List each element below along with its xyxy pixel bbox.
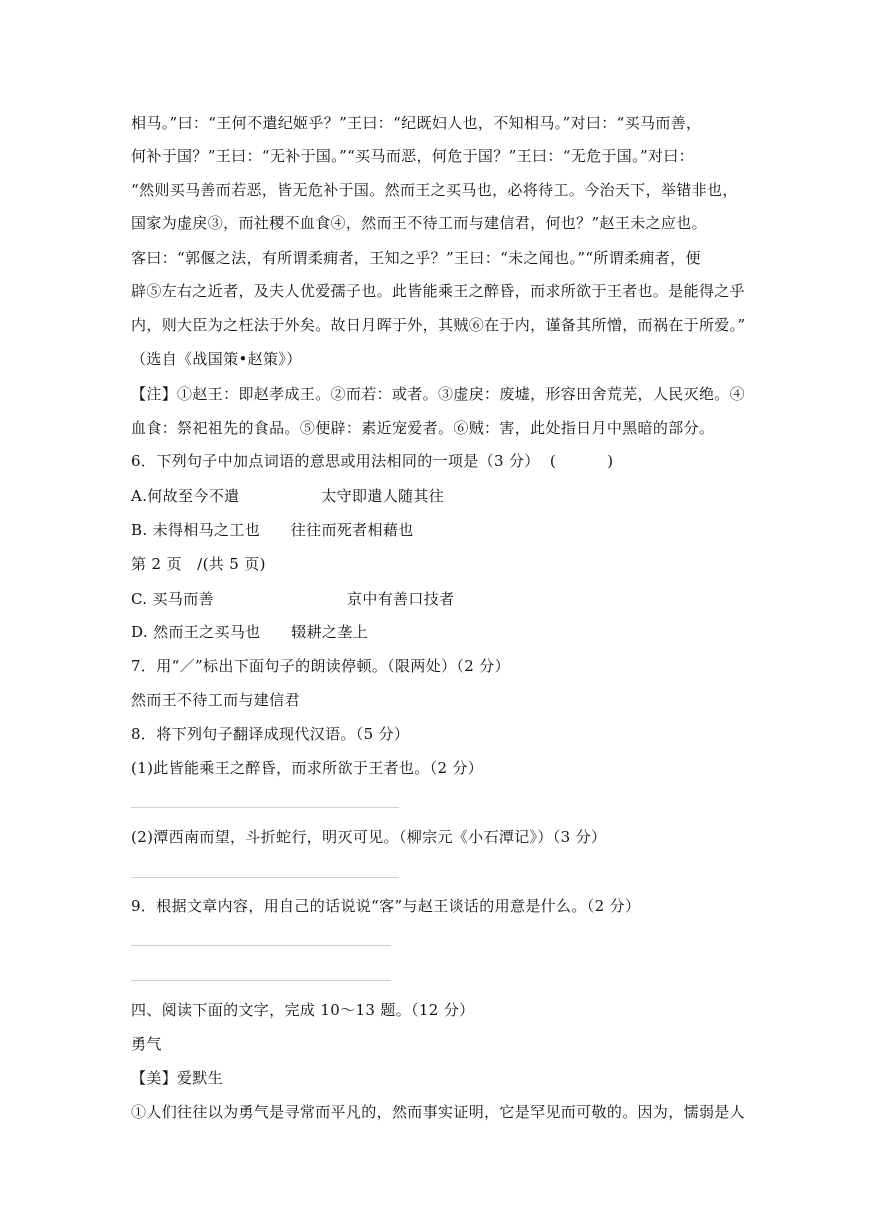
notes-line-2: 血食：祭祀祖先的食品。⑤便辟：素近宠爱者。⑥贼：害，此处指日月中黑暗的部分。 [131, 419, 715, 437]
answer-line-9-1[interactable] [131, 945, 391, 946]
passage-line-2: 何补于国？”王曰：“无补于国。”“买马而恶，何危于国？”王曰：“无危于国。”对曰： [131, 147, 695, 165]
passage-line-6: 辟⑤左右之近者，及夫人优爱孺子也。此皆能乘王之醉昏，而求所欲于王者也。是能得之乎 [131, 282, 746, 300]
question-8-sentence-2: (2)潭西南而望，斗折蛇行，明灭可见。（柳宗元《小石潭记》）（3 分） [131, 828, 607, 846]
question-6-option-d[interactable]: D. 然而王之买马也 辍耕之垄上 [131, 623, 368, 641]
question-6-option-a[interactable]: A.何故至今不遣 太守即遣人随其往 [131, 487, 445, 505]
section-4-heading: 四、阅读下面的文字，完成 10～13 题。（12 分） [131, 1001, 475, 1019]
page-number: 第 2 页 /(共 5 页) [131, 555, 266, 573]
answer-line-8-1[interactable] [131, 807, 399, 808]
passage-line-3: “然则买马善而若恶，皆无危补于国。然而王之买马也，必将待工。今治天下，举错非也， [131, 181, 738, 199]
answer-line-8-2[interactable] [131, 877, 399, 878]
question-6-option-b[interactable]: B. 未得相马之工也 往往而死者相藉也 [131, 521, 414, 539]
passage-line-4: 国家为虚戾③，而社稷不血食④，然而王不待工而与建信君，何也？”赵王未之应也。 [131, 214, 707, 232]
passage-source: （选自《战国策•赵策》） [131, 350, 302, 368]
passage-line-7: 内，则大臣为之枉法于外矣。故日月晖于外，其贼⑥在于内，谨备其所憎，而祸在于所爱。” [131, 316, 746, 334]
question-9-stem: 9．根据文章内容，用自己的话说说“客”与赵王谈话的用意是什么。（2 分） [131, 897, 641, 915]
essay-paragraph-1: ①人们往往以为勇气是寻常而平凡的，然而事实证明，它是罕见而可敬的。因为，懦弱是人 [131, 1103, 746, 1121]
question-6-stem: 6．下列句子中加点词语的意思或用法相同的一项是（3 分） ( ) [131, 452, 614, 470]
question-8-stem: 8．将下列句子翻译成现代汉语。（5 分） [131, 725, 410, 743]
question-6-option-c[interactable]: C. 买马而善 京中有善口技者 [131, 590, 455, 608]
passage-line-5: 客曰：“郭偃之法，有所谓柔痈者，王知之乎？”王曰：“未之闻也。”“所谓柔痈者，便 [131, 249, 701, 267]
essay-author: 【美】爱默生 [131, 1069, 224, 1087]
passage-line-1: 相马。”曰：“王何不遣纪姬乎？”王曰：“纪既妇人也，不知相马。”对曰：“买马而善， [131, 114, 702, 132]
question-7-sentence: 然而王不待工而与建信君 [131, 691, 300, 709]
question-7-stem: 7．用“／”标出下面句子的朗读停顿。（限两处）（2 分） [131, 657, 510, 675]
essay-title: 勇气 [131, 1035, 162, 1053]
question-8-sentence-1: (1)此皆能乘王之醉昏，而求所欲于王者也。（2 分） [131, 759, 484, 777]
answer-line-9-2[interactable] [131, 980, 391, 981]
notes-line-1: 【注】①赵王：即赵孝成王。②而若：或者。③虚戾：废墟，形容田舍荒芜，人民灭绝。④ [131, 385, 746, 403]
